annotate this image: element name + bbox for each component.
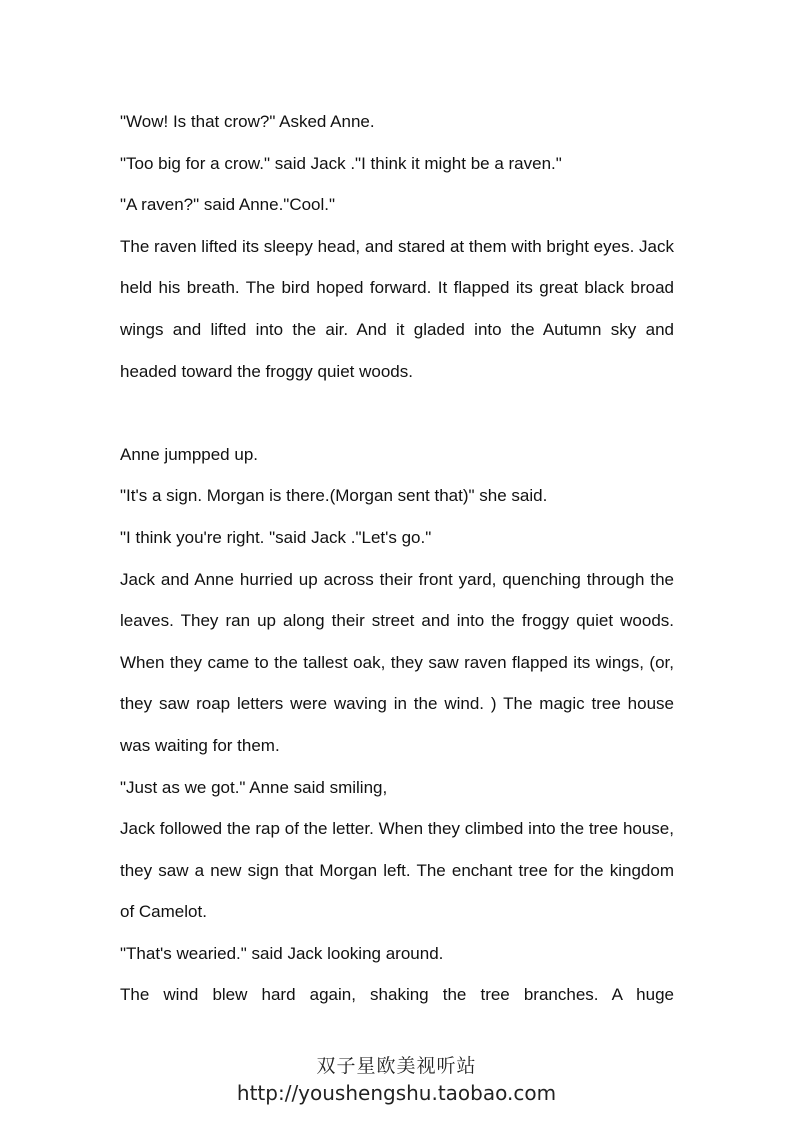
watermark <box>0 1052 793 1106</box>
paragraph-thats-wearied: "That's wearied." said Jack looking around. <box>120 943 444 963</box>
paragraph-a-raven: "A raven?" said Anne."Cool." <box>120 195 336 215</box>
paragraph-anne-jumped: Anne jumpped up. <box>120 444 258 464</box>
paragraph-raven-lifted: The raven lifted its sleepy head, and stared at them with bright eyes. Jack held his breath. The bird hoped forward. It flapped its great black broad wings and lifted into the air. And it gladed into the Autumn sky and headed toward the froggy quiet woods. <box>120 236 674 381</box>
paragraph-followed-letter: Jack followed the rap of the letter. When they climbed into the tree house, they saw a new sign that Morgan left. The enchant tree for the kingdom of Camelot. <box>120 819 674 922</box>
document-body <box>120 101 674 1016</box>
watermark-shop-name: 双子星欧美视听站 <box>316 1055 477 1077</box>
paragraph-its-a-sign: "It's a sign. Morgan is there.(Morgan sent that)" she said. <box>120 486 548 506</box>
paragraph-hurried-up: Jack and Anne hurried up across their front yard, quenching through the leaves. They ran up along their street and into the froggy quiet woods. When they came to the tallest oak, they saw raven flapped its wings, (or, they saw roap letters were waving in the wind. ) The magic tree house was waiting for them. <box>120 569 674 755</box>
paragraph-wind-blew: The wind blew hard again, shaking the tree branches. A huge <box>120 985 674 1005</box>
paragraph-just-as-we-got: "Just as we got." Anne said smiling, <box>120 777 388 797</box>
paragraph-wow-crow: "Wow! Is that crow?" Asked Anne. <box>120 112 375 131</box>
paragraph-gap <box>120 392 674 434</box>
paragraph-youre-right: "I think you're right. "said Jack ."Let's go." <box>120 527 432 547</box>
paragraph-too-big: "Too big for a crow." said Jack ."I think it might be a raven." <box>120 153 562 173</box>
watermark-url: http://youshengshu.taobao.com <box>236 1081 557 1105</box>
